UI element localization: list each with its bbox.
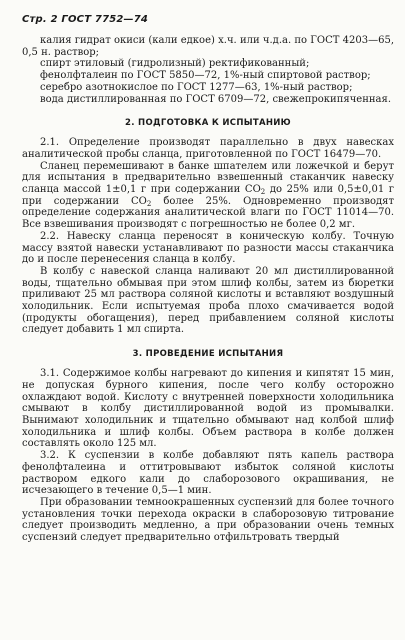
reagent-item: серебро азотнокислое по ГОСТ 1277—63, 1%-ный раствор;: [40, 81, 353, 93]
reagent-item: фенолфталеин по ГОСТ 5850—72, 1%-ный спиртовой раствор;: [40, 70, 371, 82]
paragraph-3-2: 3.2. К суспензии в колбе добавляют пять капель раствора фенолфталеина и оттитровывают избыток соляной кислоты раствором едкого кали до слаборозового окрашивания, не исчезающего в течение 0,5—1 мин.: [22, 450, 394, 497]
section-2-title: 2. ПОДГОТОВКА К ИСПЫТАНИЮ: [125, 118, 291, 129]
document-page: [22, 14, 394, 544]
text-fragment: до 25% или 0,5±0,01 г при содержании CO: [22, 184, 394, 207]
paragraph-3-1: 3.1. Содержимое колбы нагревают до кипения и кипятят 15 мин, не допуская бурного кипения, после чего колбу осторожно охлаждают водой. Кислоту с внутренней поверхности холодильника смывают в колбу дистиллированной водой из промывалки. Вынимают холодильник и тщательно обмывают над колбой шлиф холодильника и шлиф колбы. Объем раствора в колбе должен составлять около 125 мл.: [22, 368, 394, 450]
subscript: 2: [146, 199, 152, 208]
paragraph-2-1-sample: [22, 161, 394, 231]
reagent-item: вода дистиллированная по ГОСТ 6709—72, свежепрокипяченная.: [40, 93, 391, 105]
subscript: 2: [260, 188, 266, 197]
page-header: Стр. 2 ГОСТ 7752—74: [22, 14, 149, 25]
section-3-title: 3. ПРОВЕДЕНИЕ ИСПЫТАНИЯ: [132, 349, 284, 360]
paragraph-2-1: 2.1. Определение производят параллельно в двух навесках аналитической пробы сланца, приготовленной по ГОСТ 16479—70.: [22, 137, 394, 160]
paragraph-3-2-dark: При образовании темноокрашенных суспензий для более точного установления точки перехода окраски в слаборозовую титрование следует производить медленно, а при образовании очень темных суспензий следует предварительно отфильтровать твердый: [22, 496, 394, 544]
reagent-item: спирт этиловый (гидролизный) ректификованный;: [40, 58, 310, 70]
paragraph-2-2: 2.2. Навеску сланца переносят в коническую колбу. Точную массу взятой навески устанавливают по разности массы стаканчика до и после перенесения сланца в колбу.: [22, 230, 394, 266]
text-fragment: более 25%. Одновременно производят определение содержания аналитической влаги по ГОСТ 11014—70. Все взвешивания производят с погрешностью не более 0,2 мг.: [22, 195, 394, 231]
paragraph-2-2-flask: В колбу с навеской сланца наливают 20 мл дистиллированной воды, тщательно обмывая при этом шлиф колбы, затем из бюретки приливают 25 мл раствора соляной кислоты и вставляют воздушный холодильник. Если испытуемая проба плохо смачивается водой (продукты обогащения), перед прибавлением соляной кислоты следует добавить 1 мл спирта.: [22, 265, 394, 336]
reagents-list: [22, 35, 394, 105]
reagent-item: калия гидрат окиси (кали едкое) х.ч. или ч.д.а. по ГОСТ 4203—65, 0,5 н. раствор;: [22, 35, 394, 58]
text-fragment: Сланец перемешивают в банке шпателем или ложечкой и берут для испытания в предварительно взвешенный стаканчик навеску сланца массой 1±0,1 г при содержании CO: [22, 160, 394, 196]
